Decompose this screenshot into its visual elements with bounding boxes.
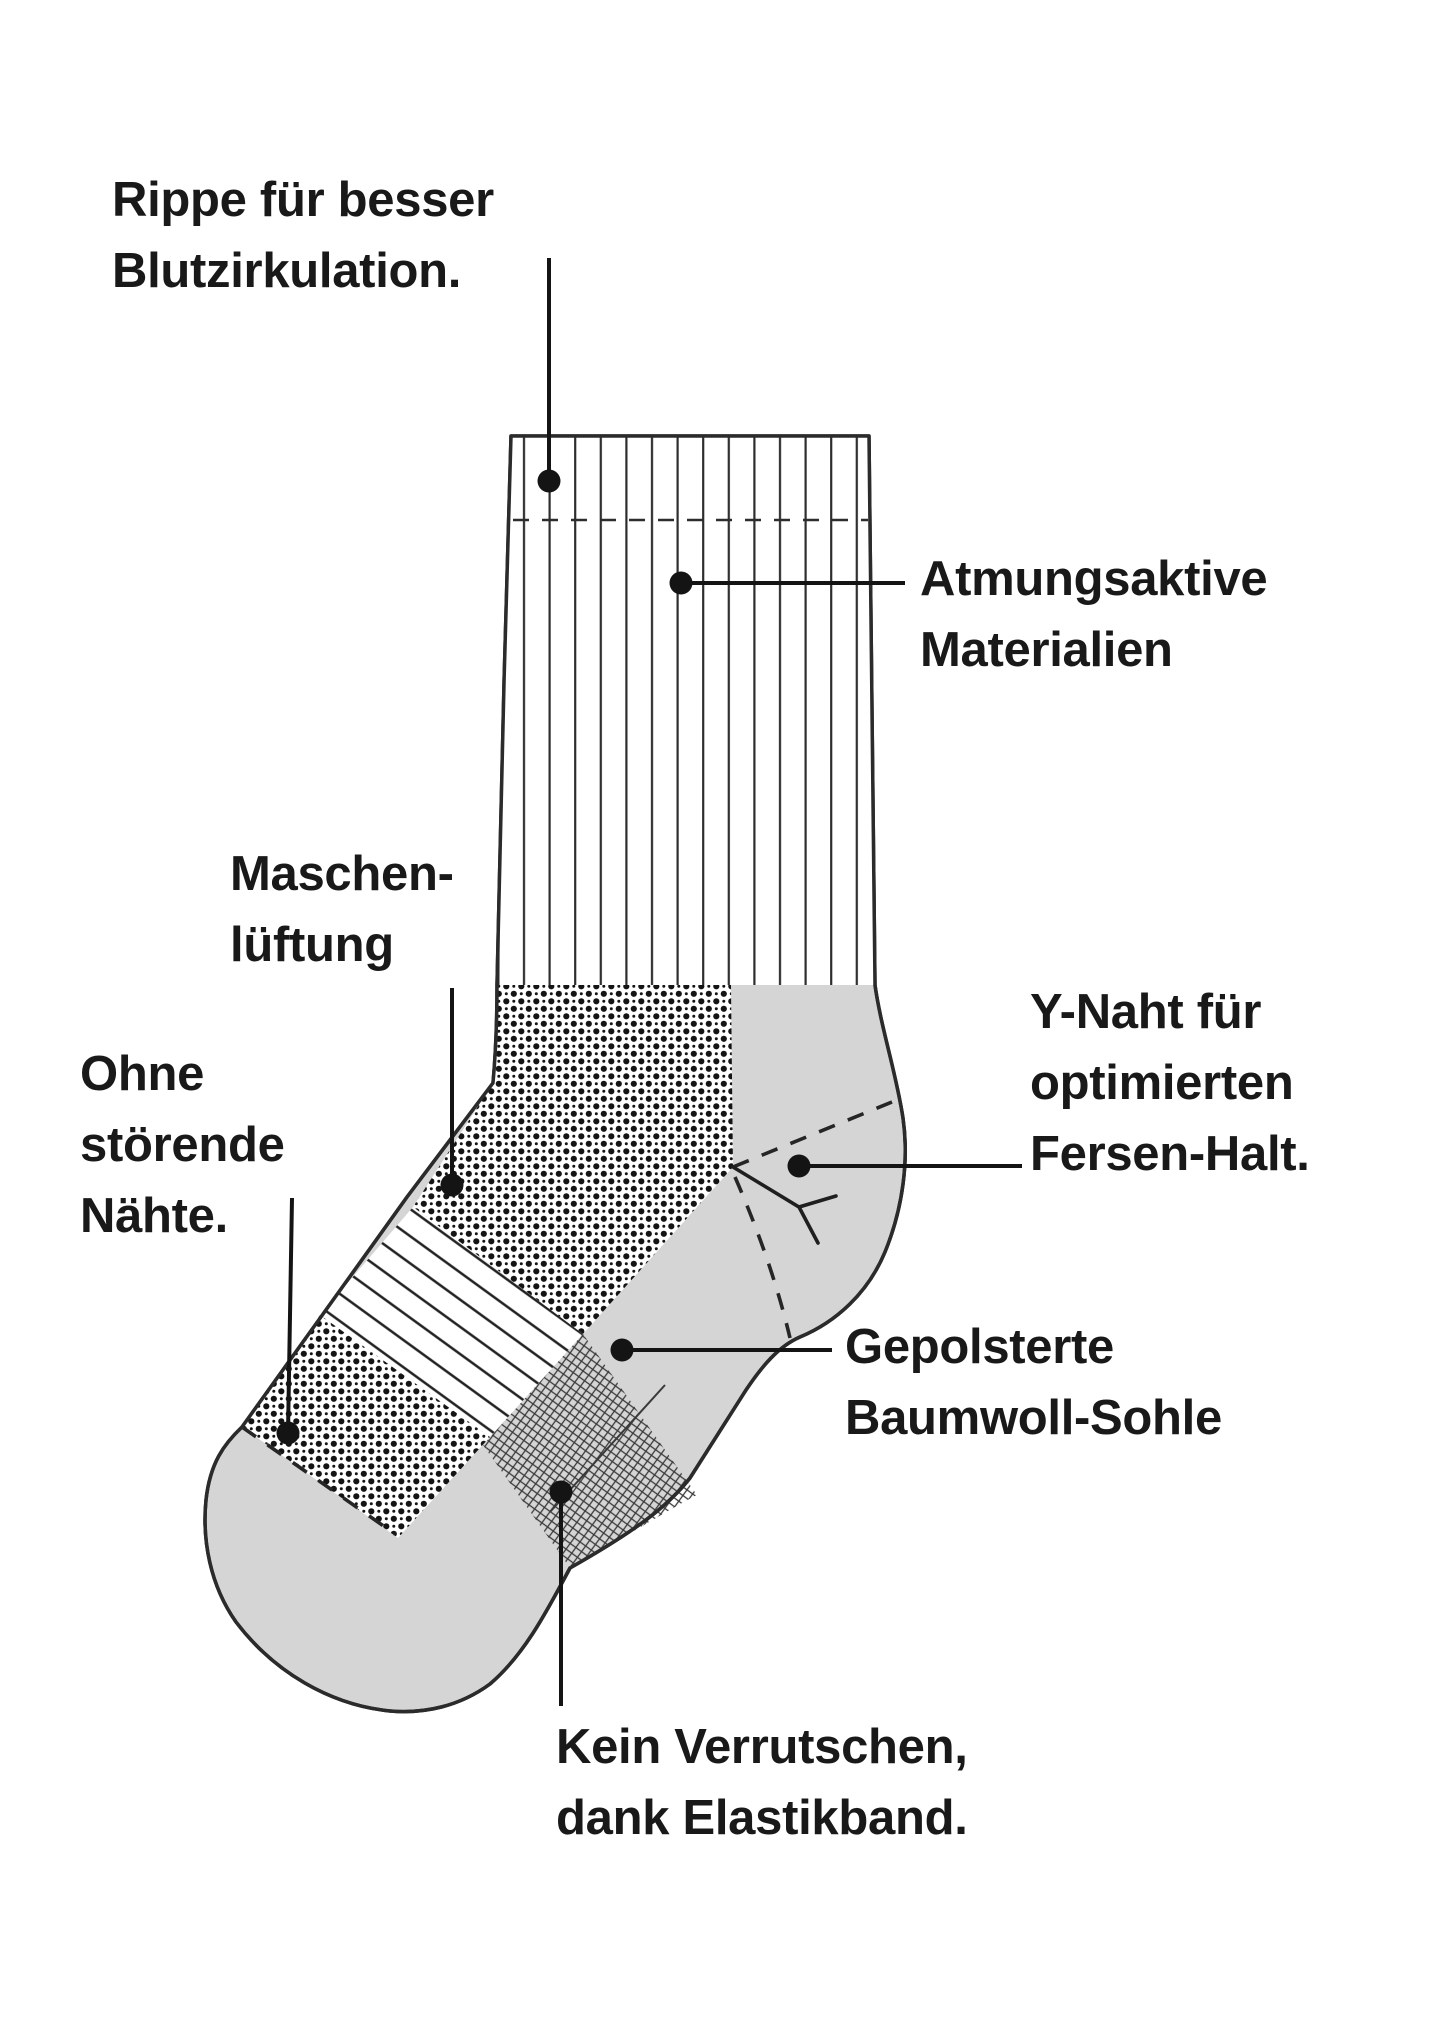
callout-atmungsaktive-dot	[670, 572, 693, 595]
callout-ohne-naehte-dot	[277, 1422, 300, 1445]
leg-ribbing-region	[497, 436, 875, 985]
label-atmungsaktive	[920, 544, 1267, 686]
label-atmungsaktive-line1: Atmungsaktive	[920, 552, 1268, 606]
label-maschenlueftung	[230, 839, 454, 981]
label-gepolsterte-sohle-line2: Baumwoll-Sohle	[845, 1391, 1222, 1445]
label-kein-verrutschen-line1: Kein Verrutschen,	[556, 1720, 968, 1774]
callout-rippe-dot	[538, 470, 561, 493]
label-rippe	[112, 165, 494, 307]
label-y-naht-line3: Fersen-Halt.	[1030, 1127, 1310, 1181]
label-ohne-naehte	[80, 1039, 285, 1252]
label-y-naht-line1: Y-Naht für	[1030, 985, 1262, 1039]
callout-y-naht-dot	[788, 1155, 811, 1178]
label-ohne-naehte-line2: störende	[80, 1118, 285, 1172]
label-kein-verrutschen-line2: dank Elastikband.	[556, 1791, 968, 1845]
callout-maschenlueftung-dot	[441, 1174, 464, 1197]
label-y-naht-line2: optimierten	[1030, 1056, 1294, 1110]
label-gepolsterte-sohle	[845, 1312, 1222, 1454]
label-y-naht	[1030, 977, 1310, 1190]
label-ohne-naehte-line3: Nähte.	[80, 1189, 228, 1243]
callout-kein-verrutschen-dot	[550, 1481, 573, 1504]
label-atmungsaktive-line2: Materialien	[920, 623, 1173, 677]
label-rippe-line1: Rippe für besser	[112, 173, 494, 227]
label-kein-verrutschen	[556, 1712, 968, 1854]
label-rippe-line2: Blutzirkulation.	[112, 244, 462, 298]
label-maschenlueftung-line1: Maschen-	[230, 847, 454, 901]
label-gepolsterte-sohle-line1: Gepolsterte	[845, 1320, 1114, 1374]
label-maschenlueftung-line2: lüftung	[230, 918, 394, 972]
label-ohne-naehte-line1: Ohne	[80, 1047, 205, 1101]
callout-gepolsterte-dot	[611, 1339, 634, 1362]
